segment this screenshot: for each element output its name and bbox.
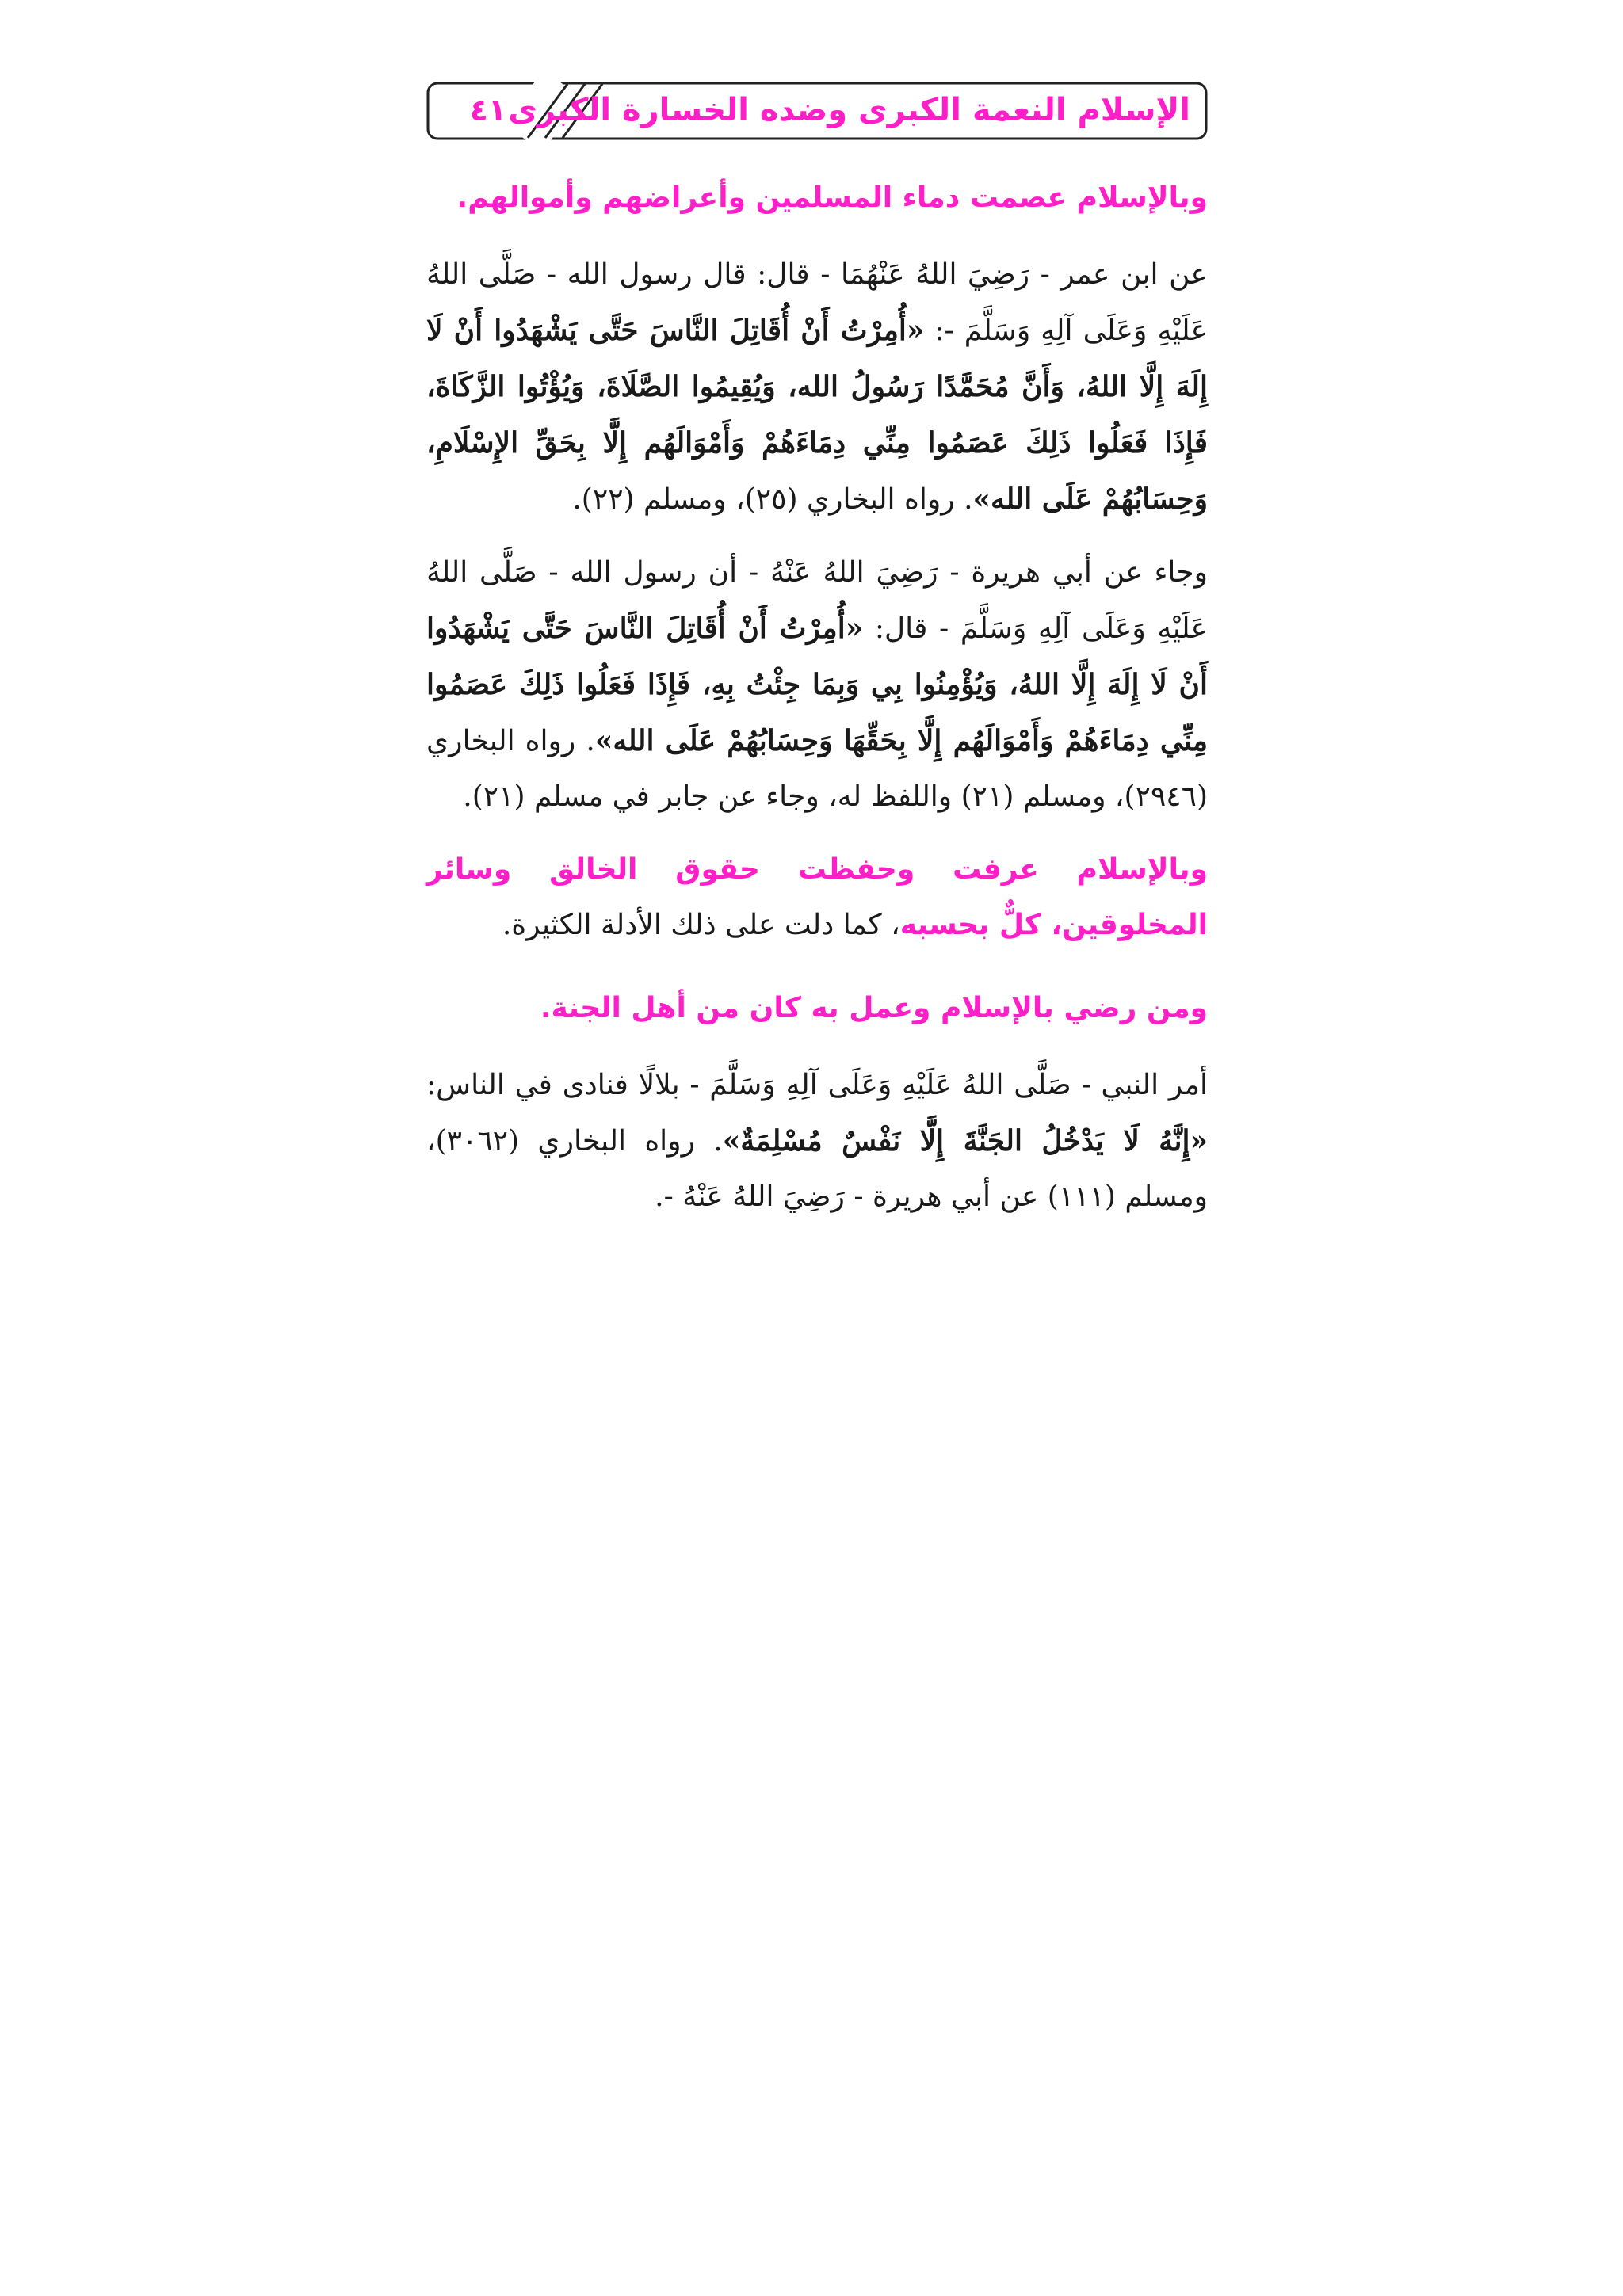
page-number: ٤١ [469,93,507,128]
paragraph-rights [426,842,1208,953]
hadith-text: «إِنَّهُ لَا يَدْخُلُ الجَنَّةَ إِلَّا نَفْسٌ مُسْلِمَةٌ» [722,1124,1208,1158]
hadith-text: «أُمِرْتُ أَنْ أُقَاتِلَ النَّاسَ حَتَّى يَشْهَدُوا أَنْ لَا إِلَهَ إِلَّا اللهُ، وَأَنَّ مُحَمَّدًا رَسُولُ الله، وَيُقِيمُوا الصَّلَاةَ، وَيُؤْتُوا الزَّكَاةَ، فَإِذَا فَعَلُوا ذَلِكَ عَصَمُوا مِنِّي دِمَاءَهُمْ وَأَمْوَالَهُم إِلَّا بِحَقِّ الإِسْلَامِ، وَحِسَابُهُمْ عَلَى الله» [426,314,1208,516]
page-header [426,81,1208,141]
section-heading-paradise: ومن رضي بالإسلام وعمل به كان من أهل الجنة. [540,992,1208,1024]
paragraph-intro: وجاء عن أبي هريرة - رَضِيَ اللهُ عَنْهُ - أن رسول الله - صَلَّى اللهُ عَلَيْهِ وَعَلَى آلِهِ وَسَلَّمَ - قال: [426,556,1208,645]
hadith-source: . رواه البخاري (٢٩٤٦)، ومسلم (٢١) واللفظ له، وجاء عن جابر في مسلم (٢١). [426,725,1208,813]
hadith-source: . رواه البخاري (٣٠٦٢)، ومسلم (١١١) عن أبي هريرة - رَضِيَ اللهُ عَنْهُ -. [426,1125,1208,1213]
running-title: الإسلام النعمة الكبرى وضده الخسارة الكبرى [508,92,1190,128]
paragraph-intro: عن ابن عمر - رَضِيَ اللهُ عَنْهُمَا - قال: قال رسول الله - صَلَّى اللهُ عَلَيْهِ وَعَلَى آلِهِ وَسَلَّمَ -: [426,258,1209,347]
paragraph-ibn-umar [426,247,1208,528]
page-body [426,166,1208,1225]
paragraph-abu-hurayrah [426,545,1208,825]
hadith-source: . رواه البخاري (٢٥)، ومسلم (٢٢). [572,483,973,516]
paragraph-bilal [426,1058,1208,1225]
section-heading-protection: وبالإسلام عصمت دماء المسلمين وأعراضهم وأموالهم. [456,181,1208,214]
hadith-text: «أُمِرْتُ أَنْ أُقَاتِلَ النَّاسَ حَتَّى يَشْهَدُوا أَنْ لَا إِلَهَ إِلَّا اللهُ، وَيُؤْمِنُوا بِي وَبِمَا جِئْتُ بِهِ، فَإِذَا فَعَلُوا ذَلِكَ عَصَمُوا مِنِّي دِمَاءَهُمْ وَأَمْوَالَهُم إِلَّا بِحَقِّهَا وَحِسَابُهُمْ عَلَى الله» [426,612,1208,757]
paragraph-intro: أمر النبي - صَلَّى اللهُ عَلَيْهِ وَعَلَى آلِهِ وَسَلَّمَ - بلالًا فنادى في الناس: [426,1069,1208,1101]
paragraph-rest: ، كما دلت على ذلك الأدلة الكثيرة. [502,909,900,941]
highlighted-statement: وبالإسلام عرفت وحفظت حقوق الخالق وسائر المخلوقين، كلٌّ بحسبه [426,853,1208,941]
